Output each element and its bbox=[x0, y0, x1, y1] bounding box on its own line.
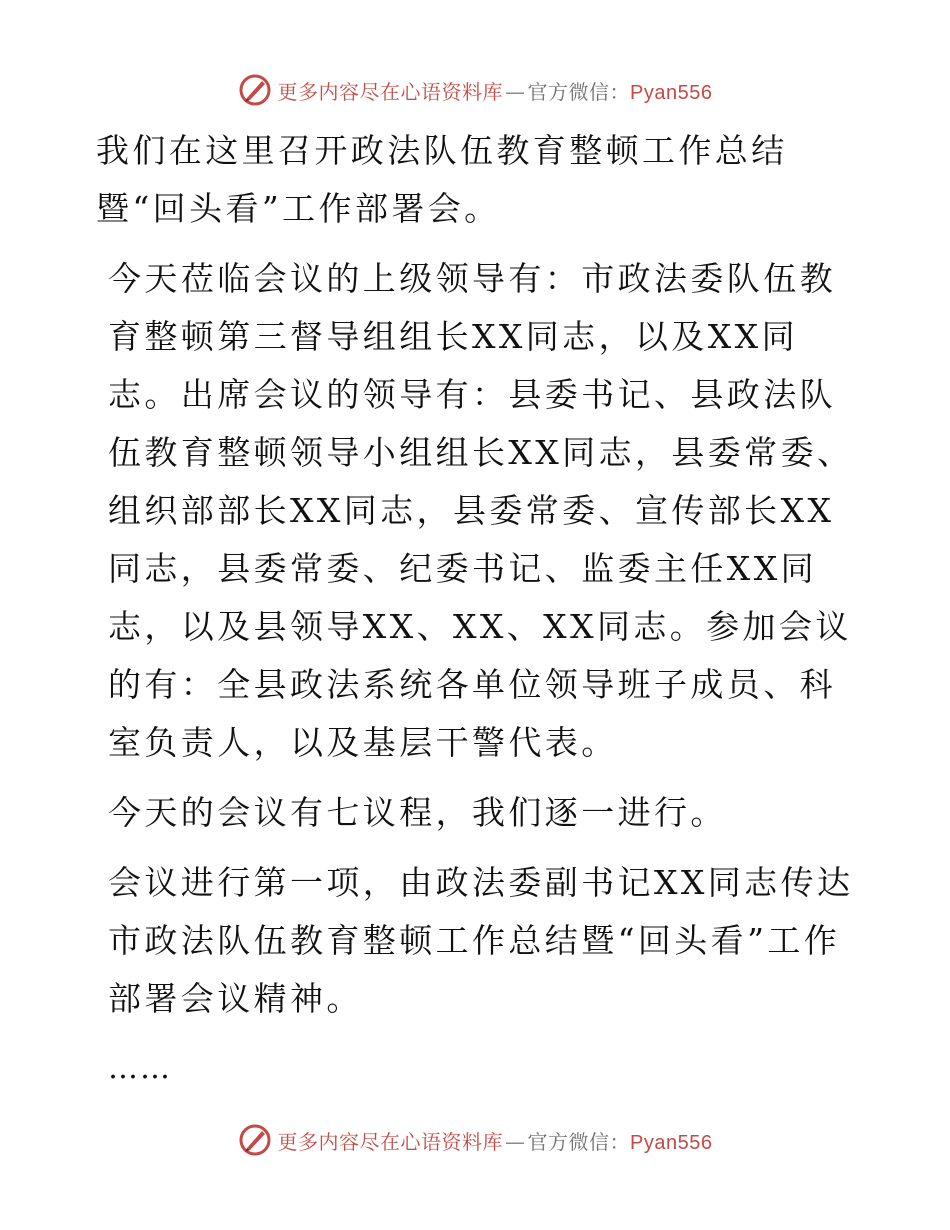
header-watermark bbox=[0, 70, 950, 110]
paragraph-attendees: 今天莅临会议的上级领导有：市政法委队伍教育整顿第三督导组组长XX同志，以及XX同志。出席会议的领导有：县委书记、县政法队伍教育整顿领导小组组长XX同志，县委常委、组织部部长XX同志，县委常委、宣传部长XX同志，县委常委、纪委书记、监委主任XX同志，以及县领导XX、XX、XX同志。参加会议的有：全县政法系统各单位领导班子成员、科室负责人，以及基层干警代表。 bbox=[108, 259, 854, 762]
pen-logo-icon bbox=[238, 1123, 272, 1157]
watermark-text: 更多内容尽在心语资料库 — 官方微信：Pyan556 bbox=[277, 1129, 713, 1154]
pen-logo-icon bbox=[238, 73, 272, 107]
watermark-text: 更多内容尽在心语资料库 — 官方微信：Pyan556 bbox=[277, 79, 713, 104]
paragraph-opening: 我们在这里召开政法队伍教育整顿工作总结暨“回头看”工作部署会。 bbox=[96, 131, 788, 228]
document-body bbox=[96, 122, 856, 1098]
footer-watermark bbox=[0, 1120, 950, 1160]
paragraph-first-item: 会议进行第一项，由政法委副书记XX同志传达市政法队伍教育整顿工作总结暨“回头看”工作部署会议精神。 bbox=[108, 863, 854, 1018]
ellipsis-text: …… bbox=[108, 1051, 172, 1086]
paragraph-agenda: 今天的会议有七议程，我们逐一进行。 bbox=[108, 793, 727, 832]
